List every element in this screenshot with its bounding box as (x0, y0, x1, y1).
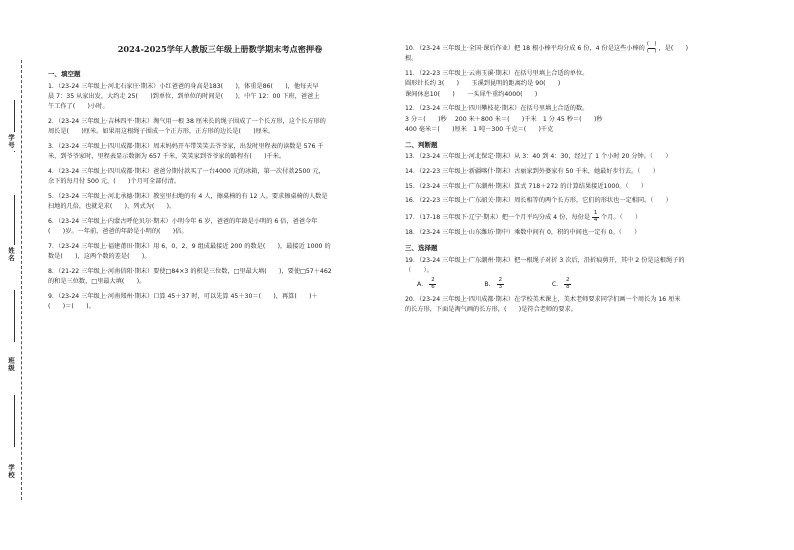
q1-line1: 1．（23-24 三年级上·河北石家庄·期末）小红爸爸的身高是183( )，体重是86( )，他每天早 (48, 82, 319, 90)
q7-line1: 7．（23-24 三年级上·福建莆田·期末）用 6、0、2、9 组成最接近 200 的数是( )，最接近 1000 的 (48, 242, 331, 250)
q3-line1: 3．（23-24 三年级上·四川成都·期末）周末妈妈开车带笑笑去爷爷家，出发时里程表的读数是 576 千 (48, 142, 324, 150)
q17-fraction-numerator: 1 (593, 210, 598, 217)
fraction-denominator: 8 (566, 283, 570, 290)
q2-line2: 周长是( )厘米。如果用这根绳子围成一个正方形，正方形的边长是( )厘米。 (48, 128, 275, 136)
q10-tail: ，是( ) (658, 45, 689, 53)
q10-line2: 根。 (405, 55, 418, 63)
q17-fraction-denominator: 4 (593, 216, 598, 223)
q8-line1: 8．（21-22 三年级上·河南信阳·期末）要使□84×3 的积是三位数，□里最大填( )，要使□57＋462 (48, 267, 332, 275)
option-c-fraction (564, 278, 571, 290)
q11-line1: 11．（22-23 三年级上·云南玉溪·期末）在括号里填上合适的单位。 (405, 70, 589, 78)
q12-line3: 400 毫米＝( )厘米 1 吨－300 千克＝( )千克 (405, 125, 554, 133)
class-label: 班级 (7, 357, 15, 372)
question-2 (48, 117, 392, 137)
name-label: 姓名 (7, 247, 15, 262)
question-1 (48, 82, 392, 113)
fold-line (21, 60, 22, 500)
question-3 (48, 142, 392, 162)
q20-line2: 的长方形，下面是淘气画的长方形，( )是符合老师的要求。 (405, 306, 577, 314)
q8-line2: 的和是三位数，□里最大填( )。 (48, 277, 146, 285)
question-6 (48, 217, 392, 237)
q1-line2: 晨 7：35 从家出发，大约走 25( )到单位，到单位的时间是( )，中午 12：00 下班，爸爸上 (48, 92, 320, 100)
q17-tail: 个月。（ ） (601, 214, 642, 222)
binding-gutter (0, 0, 40, 550)
option-letter: B． (484, 281, 495, 289)
option-b-fraction (497, 278, 504, 290)
question-19 (405, 256, 757, 291)
q10-fraction-numerator: ( ) (646, 41, 657, 47)
page-title: 2024-2025学年人教版三年级上册数学期末考点密押卷 (117, 44, 323, 54)
question-7 (48, 242, 392, 262)
fraction-denominator: 6 (431, 283, 435, 290)
q2-line1: 2．（23-24 三年级上·吉林四平·期末）淘气用一根 38 厘米长的绳子围成了一个长方形，这个长方形的 (48, 117, 326, 125)
q19-line2: （ ）。 (405, 266, 433, 274)
q7-line2: 数是( )，这两个数的差是( )。 (48, 253, 151, 260)
question-18: 18．（23-24 三年级上·山东潍坊·期中）乘数中间有 0，积的中间也一定有 0。（ ） (405, 229, 641, 237)
q6-line2: ( )岁。一年前，爸爸的年龄是小明的( )倍。 (48, 228, 188, 236)
question-15: 15．（23-24 三年级上·广东潮州·期末）算式 718＋272 的计算结果接近1000。（ ） (405, 182, 648, 190)
question-9 (48, 292, 392, 312)
question-5 (48, 192, 392, 212)
q19-line1: 19．（23-24 三年级上·广东潮州·期末）把一根绳子对折 3 次后，沿折痕剪开，其中 2 份是这根绳子的 (405, 256, 685, 264)
question-12 (405, 104, 757, 135)
q10-fraction (647, 42, 657, 54)
q9-line2: ( )＝( )。 (48, 302, 95, 310)
section-fill-in-heading: 一、填空题 (48, 70, 81, 78)
q12-line1: 12．（23-24 三年级上·四川攀枝花·期末）在括号里填上合适的数。 (405, 105, 589, 113)
question-11 (405, 69, 757, 100)
right-column (405, 42, 757, 320)
fraction-numerator: 2 (498, 277, 503, 284)
question-16: 16．（22-23 三年级上·广东韶关·期末）周长相等的两个长方形，它们的形状也一定相同。（ ） (405, 197, 672, 205)
q10-text: 10．（23-24 三年级上·全国·课后作业）把 18 根小棒平均分成 6 份，4 份是这些小棒的 (405, 45, 645, 53)
q4-line1: 4．（23-24 三年级上·四川成都·期末）爸爸分期付款买了一台4000 元的冰箱，第一次付款2500 元， (48, 167, 325, 175)
q17-fraction (592, 211, 599, 223)
school-label: 学校 (7, 464, 15, 479)
question-4 (48, 167, 392, 187)
left-column (48, 66, 392, 317)
q20-line1: 20．（23-24 三年级上·四川成都·期末）在学校美术课上，美术老师要求同学们画一个周长为 16 厘米 (405, 295, 681, 303)
option-letter: C． (551, 281, 563, 289)
q5-line2: 扫地的几倍，也就是求( )，列式为( )。 (48, 203, 176, 211)
school-line[interactable] (14, 395, 15, 447)
q6-line1: 6．（23-24 三年级上·内蒙古呼伦贝尔·期末）小明今年 6 岁，爸爸的年龄是小明的 6 倍，爸爸今年 (48, 217, 318, 225)
q9-line1: 9．（23-24 三年级上·河南郑州·期末）口算 45＋37 时，可以先算 45＋30＝( )，再算( )＋ (48, 292, 318, 300)
student-id-label: 学号 (7, 134, 15, 149)
question-20 (405, 295, 757, 315)
fraction-denominator: 3 (498, 283, 503, 290)
name-line[interactable] (14, 195, 15, 247)
fraction-numerator: 2 (566, 277, 570, 284)
q11-line2: 圆形针长约 3( ) 玉溪到昆明的距离约是 90( ) (405, 80, 561, 88)
option-letter: A． (417, 281, 428, 289)
option-a-fraction (429, 278, 436, 290)
q3-line2: 米，到爷爷家时，里程表显示数据为 657 千米，笑笑家到爷爷家的路程有( )千米。 (48, 153, 286, 161)
q19-option-a[interactable] (417, 278, 438, 290)
q1-line3: 午工作了( )小时。 (48, 103, 109, 111)
q10-line1 (405, 42, 757, 54)
q4-line2: 余下的每月付 500 元，( )个月可全部付清。 (48, 178, 180, 186)
q19-option-c[interactable] (552, 278, 574, 290)
question-13: 13．（23-24 三年级上·河北保定·期末）从 3：40 到 4：30，经过了 1 个小时 20 分钟。（ ） (405, 153, 672, 161)
q11-line3: 课间休息10( ) 一头犀牛重约4000( ) (405, 90, 538, 98)
fraction-numerator: 2 (431, 277, 435, 284)
question-17 (405, 211, 757, 223)
q19-options (405, 278, 757, 290)
question-10 (405, 42, 757, 65)
question-8 (48, 267, 392, 287)
q10-fraction-denominator: ( ) (646, 47, 657, 54)
q12-line2: 3 分＝( )秒 200 米＋800 米＝( )千米 1 分 45 秒＝( )秒 (405, 115, 603, 123)
q19-option-b[interactable] (484, 278, 505, 290)
q5-line1: 5．（23-24 三年级上·河北承德·期末）教室里扫地的有 4 人，擦桌椅的有 12 人。要求擦桌椅的人数是 (48, 192, 328, 200)
question-14: 14．（22-23 三年级上·新疆喀什·期末）古丽家到外婆家有 50 千米，她最好步行去。（ ） (405, 168, 659, 175)
q17-text: 17．（17-18 三年级下·辽宁·期末）把一个月平均分成 4 份，每份是 (405, 214, 591, 222)
section-multiple-choice-heading: 三、选择题 (405, 243, 438, 252)
section-true-false-heading: 二、判断题 (405, 140, 438, 149)
class-line[interactable] (14, 290, 15, 342)
